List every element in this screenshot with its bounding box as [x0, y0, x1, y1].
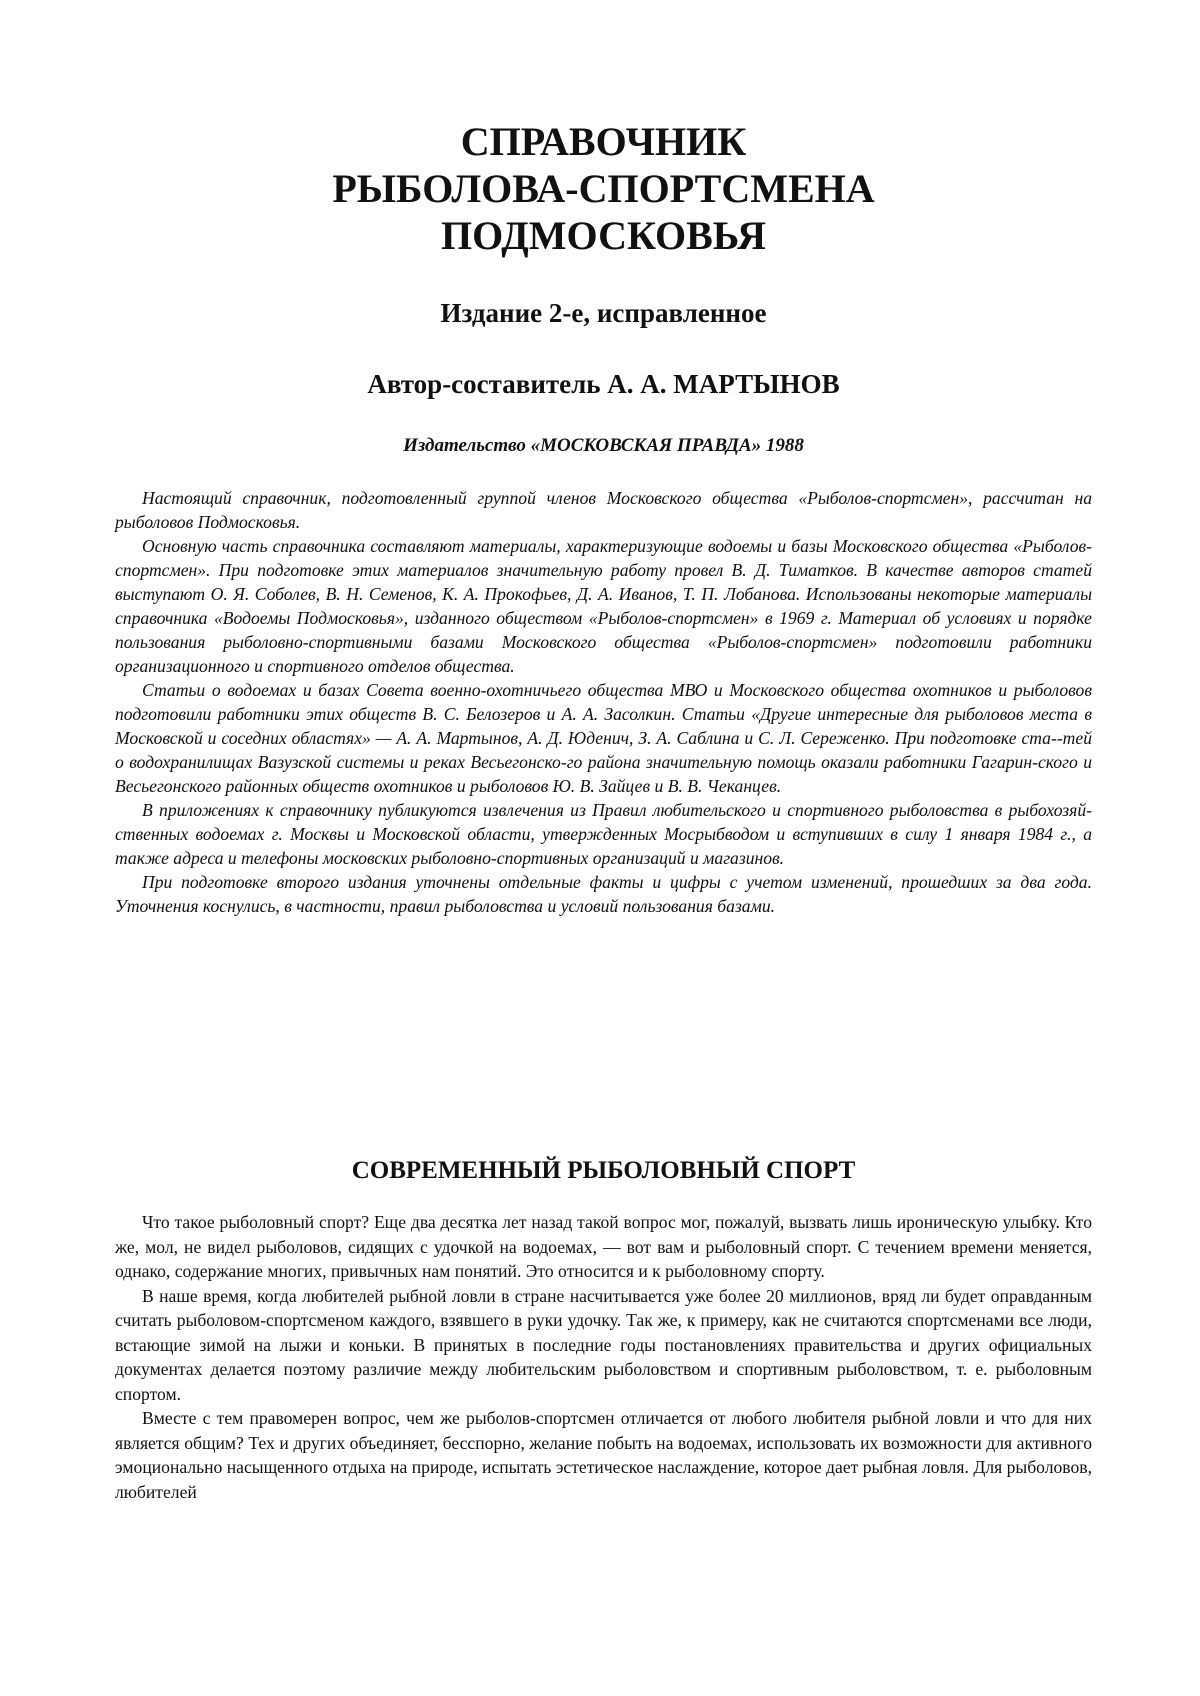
preface-paragraph: Настоящий справочник, подготовленный группой членов Московского общества «Рыболов-спортсмен», рассчитан на рыболовов Подмосковья. [115, 488, 1092, 532]
preface-paragraph: Основную часть справочника составляют материалы, характеризующие водоемы и базы Московского общества «Рыболов-спортсмен». При подготовке этих материалов значительную работу провел В. Д. Тиматков. В качестве авторов статей выступают О. Я. Соболев, В. Н. Семенов, К. А. Прокофьев, Д. А. Иванов, Т. П. Лобанова. Использованы некоторые материалы справочника «Водоемы Подмосковья», изданного обществом «Рыболов-спортсмен» в 1969 г. Материал об условиях и порядке пользования рыболовно-спортивными базами Московского общества «Рыболов-спортсмен» подготовили работники организационного и спортивного отделов общества. [115, 536, 1092, 676]
preface-paragraph: При подготовке второго издания уточнены отдельные факты и цифры с учетом изменений, прошедших за два года. Уточнения коснулись, в частности, правил рыболовства и условий пользования базами. [115, 872, 1092, 916]
preface-block [115, 486, 1092, 918]
preface-paragraph: В приложениях к справочнику публикуются извлечения из Правил любительского и спортивного рыболовства в рыбохозяй-ственных водоемах г. Москвы и Московской области, утвержденных Мосрыбводом и вступивших в силу 1 января 1984 г., а также адреса и телефоны московских рыболовно-спортивных организаций и магазинов. [115, 800, 1092, 868]
edition-line: Издание 2-е, исправленное [440, 298, 767, 328]
body-paragraph: В наше время, когда любителей рыбной ловли в стране насчитывается уже более 20 миллионов, вряд ли будет оправданным считать рыболовом-спортсменом каждого, взявшего в руки удочку. Так же, к примеру, как не считаются спортсменами все люди, встающие зимой на лыжи и коньки. В принятых в последние годы постановлениях правительства и других официальных документах делается поэтому различие между любительским рыболовством и спортивным рыболовством, т. е. рыболовным спортом. [115, 1285, 1092, 1404]
body-paragraph: Вместе с тем правомерен вопрос, чем же рыболов-спортсмен отличается от любого любителя рыбной ловли и что для них является общим? Тех и других объединяет, бесспорно, желание побыть на водоемах, использовать их возможности для активного эмоционально насыщенного отдыха на природе, испытать эстетическое наслаждение, которое дает рыбная ловля. Для рыболовов, любителей [115, 1408, 1092, 1502]
author-line: Автор-составитель А. А. МАРТЫНОВ [367, 369, 840, 399]
title-line: РЫБОЛОВА-СПОРТСМЕНА [332, 166, 875, 211]
document-page [115, 0, 1092, 1696]
title-line: ПОДМОСКОВЬЯ [441, 213, 766, 258]
publisher-line: Издательство «МОСКОВСКАЯ ПРАВДА» 1988 [403, 435, 804, 456]
section-body [115, 1210, 1092, 1504]
section-heading: СОВРЕМЕННЫЙ РЫБОЛОВНЫЙ СПОРТ [351, 1157, 856, 1184]
title-line: СПРАВОЧНИК [460, 119, 747, 164]
preface-paragraph: Статьи о водоемах и базах Совета военно-охотничьего общества МВО и Московского общества охотников и рыболовов подготовили работники этих обществ В. С. Белозеров и А. А. Засолкин. Статьи «Другие интересные для рыболовов места в Московской и соседних областях» — А. А. Мартынов, А. Д. Юденич, З. А. Саблина и С. Л. Сереженко. При подготовке ста--тей о водохранилищах Вазузской системы и реках Весьегонско-го района значительную помощь оказали работники Гагарин-ского и Весьегонского районных обществ охотников и рыболовов Ю. В. Зайцев и В. В. Чеканцев. [115, 680, 1092, 796]
body-paragraph: Что такое рыболовный спорт? Еще два десятка лет назад такой вопрос мог, пожалуй, вызвать лишь ироническую улыбку. Кто же, мол, не видел рыболовов, сидящих с удочкой на водоемах, — вот вам и рыболовный спорт. С течением времени меняется, однако, содержание многих, привычных нам понятий. Это относится и к рыболовному спорту. [115, 1212, 1092, 1281]
book-title [115, 118, 1092, 259]
